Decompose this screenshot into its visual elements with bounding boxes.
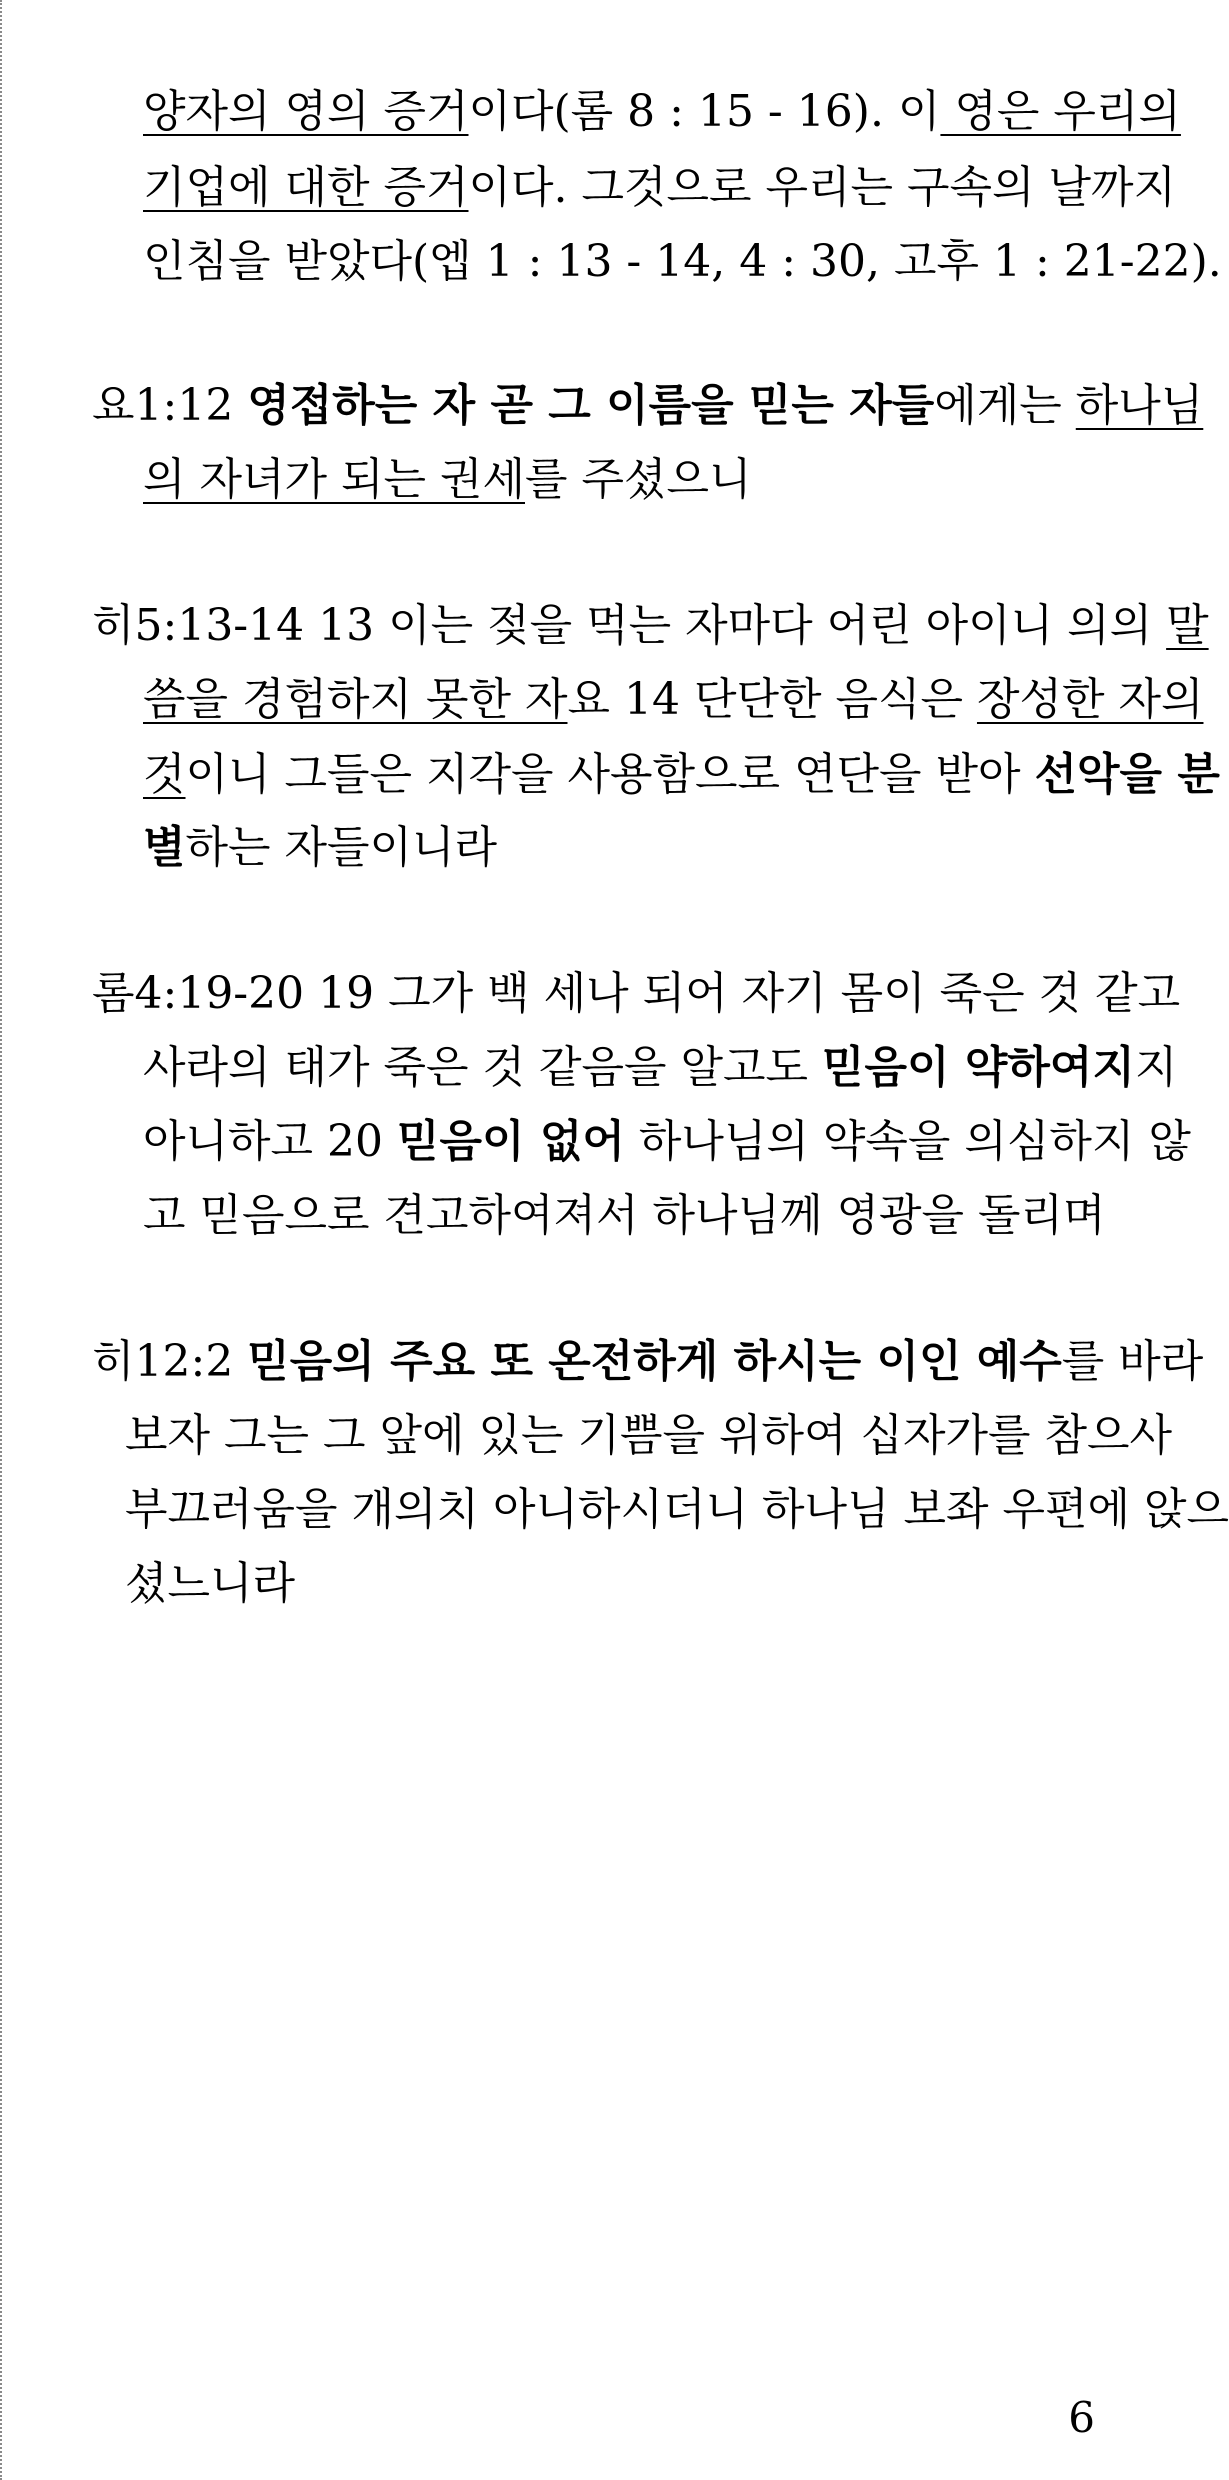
romans4-text-3: 아니하고 20 <box>143 1116 397 1167</box>
hebrews5-text-4: 하는 자들이니라 <box>185 822 498 873</box>
hebrews12-bold-1: 믿음의 주요 또 온전하게 하시는 이인 예수 <box>247 1336 1062 1387</box>
intro-text-3: 인침을 받았다(엡 1 : 13 - 14, 4 : 30, 고후 1 : 21-22). <box>143 236 1222 287</box>
hebrews5-reference: 히5:13-14 <box>92 600 319 651</box>
hebrews5-underline-4: 것 <box>143 749 186 800</box>
intro-line-3 <box>143 232 1222 292</box>
hebrews5-bold-1: 선악을 분 <box>1034 749 1220 800</box>
romans4-text-1: 19 그가 백 세나 되어 자기 몸이 죽은 것 같고 <box>318 968 1181 1019</box>
romans4-line-2 <box>143 1038 1178 1098</box>
hebrews12-text-3: 부끄러움을 개의치 아니하시더니 하나님 보좌 우편에 앉으 <box>125 1484 1229 1535</box>
romans4-bold-2: 믿음이 없어 <box>396 1116 625 1167</box>
john-underline-1: 하나님 <box>1075 380 1204 431</box>
romans4-text-4: 고 믿음으로 견고하여져서 하나님께 영광을 돌리며 <box>143 1190 1106 1241</box>
hebrews5-text-2: 요 14 단단한 음식은 <box>567 674 977 725</box>
john-reference: 요1:12 <box>92 380 248 431</box>
hebrews12-line-4 <box>125 1554 1083 1614</box>
intro-text-1: 이다(롬 8 : 15 - 16). 이 <box>468 86 941 137</box>
hebrews12-reference: 히12:2 <box>92 1336 248 1387</box>
hebrews12-text-4: 셨느니라 <box>125 1558 296 1609</box>
john-line-1 <box>92 376 1204 436</box>
hebrews5-line-4 <box>143 818 1083 878</box>
hebrews12-text-2: 보자 그는 그 앞에 있는 기쁨을 위하여 십자가를 참으사 <box>125 1410 1172 1461</box>
romans4-line-3 <box>143 1112 1191 1172</box>
john-bold-1: 영접하는 자 곧 그 이름을 믿는 자들 <box>247 380 935 431</box>
hebrews5-bold-2: 별 <box>143 822 186 873</box>
romans4-reference: 롬4:19-20 <box>92 968 319 1019</box>
intro-line-2 <box>143 158 1176 218</box>
romans4-line-1 <box>92 964 1181 1024</box>
page-number: 6 <box>1068 2393 1095 2442</box>
hebrews12-line-3 <box>125 1480 1229 1540</box>
john-text-1: 에게는 <box>934 380 1076 431</box>
hebrews5-line-1 <box>92 596 1209 656</box>
hebrews5-text-1: 13 이는 젖을 먹는 자마다 어린 아이니 의의 <box>318 600 1167 651</box>
hebrews12-line-2 <box>125 1406 1172 1466</box>
romans4-text-3b: 하나님의 약속을 의심하지 않 <box>624 1116 1191 1167</box>
intro-text-2: 이다. 그것으로 우리는 구속의 날까지 <box>468 162 1176 213</box>
hebrews5-line-2 <box>143 670 1204 730</box>
hebrews12-text-1: 를 바라 <box>1061 1336 1204 1387</box>
romans4-text-2b: 지 <box>1134 1042 1178 1093</box>
intro-underline-3: 기업에 대한 증거 <box>143 162 469 213</box>
hebrews5-underline-3: 장성한 자의 <box>976 674 1204 725</box>
romans4-bold-1: 믿음이 약하여지 <box>821 1042 1135 1093</box>
john-line-2 <box>143 450 1083 510</box>
john-underline-2: 의 자녀가 되는 권세 <box>143 454 525 505</box>
hebrews5-underline-2: 씀을 경험하지 못한 자 <box>143 674 568 725</box>
intro-line-1 <box>143 82 1181 142</box>
hebrews5-text-3: 이니 그들은 지각을 사용함으로 연단을 받아 <box>185 749 1035 800</box>
intro-underline-2: 영은 우리의 <box>940 86 1181 137</box>
hebrews5-line-3 <box>143 745 1220 805</box>
romans4-text-2: 사라의 태가 죽은 것 같음을 알고도 <box>143 1042 822 1093</box>
hebrews12-line-1 <box>92 1332 1204 1392</box>
romans4-line-4 <box>143 1186 1106 1246</box>
hebrews5-underline-1: 말 <box>1166 600 1209 651</box>
john-text-2: 를 주셨으니 <box>525 454 752 505</box>
intro-underline-1: 양자의 영의 증거 <box>143 86 469 137</box>
